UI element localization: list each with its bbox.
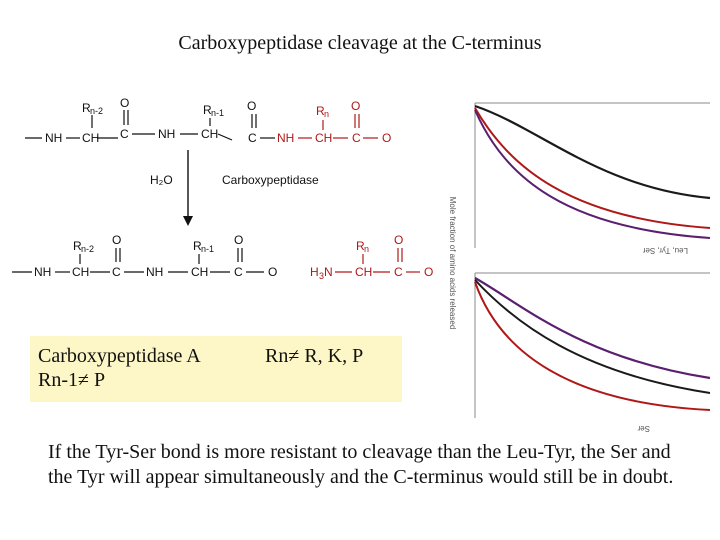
r-group-label: R xyxy=(193,239,202,253)
leu-curve xyxy=(475,106,710,198)
peptide-product xyxy=(12,233,277,279)
y-axis-label: Mole fraction of amino acids released xyxy=(448,196,457,330)
ch-label: CH xyxy=(72,265,90,279)
enzyme-rule-block xyxy=(38,344,201,392)
r-subscript: n-1 xyxy=(201,244,215,254)
nh-label: NH xyxy=(34,265,52,279)
oxygen-label: O xyxy=(351,99,361,113)
nh-label: NH xyxy=(45,131,63,145)
ser-curve xyxy=(475,278,710,378)
carbon-label: C xyxy=(352,131,361,145)
amine-subscript: 3 xyxy=(319,271,325,281)
oxygen-label: O xyxy=(234,233,244,247)
r-subscript: n xyxy=(364,244,370,254)
panel-label: Leu, Tyr, Ser xyxy=(642,246,688,255)
r-group-label: R xyxy=(316,104,325,118)
peptide-substrate xyxy=(25,96,391,145)
oxygen-label: O xyxy=(268,265,278,279)
ch-label: CH xyxy=(355,265,373,279)
oxygen-label: O xyxy=(112,233,122,247)
amine-prefix: H xyxy=(310,265,319,279)
ch-label: CH xyxy=(201,127,219,141)
carbon-label: C xyxy=(112,265,121,279)
nh-label: NH xyxy=(158,127,176,141)
r-subscript: n-2 xyxy=(81,244,95,254)
penultimate-rule: Rn-1≠ P xyxy=(38,369,106,391)
enzyme-label: Carboxypeptidase xyxy=(222,173,319,187)
r-subscript: n-1 xyxy=(211,108,225,118)
bottom-panel xyxy=(475,273,710,433)
carbon-label: C xyxy=(234,265,243,279)
terminal-residue-exclusion: Rn≠ R, K, P xyxy=(265,345,364,367)
r-group-label: R xyxy=(203,103,212,117)
oxygen-label: O xyxy=(394,233,404,247)
oxygen-label: O xyxy=(424,265,434,279)
c-terminal-residue xyxy=(277,99,391,145)
amine-suffix: N xyxy=(324,265,333,279)
panel-label: Ser xyxy=(637,424,650,433)
ch-label: CH xyxy=(315,131,333,145)
released-amino-acid xyxy=(310,233,433,281)
r-subscript: n xyxy=(324,109,330,119)
ser-curve xyxy=(475,110,710,238)
reaction-arrow xyxy=(150,150,319,226)
water-label: H₂O xyxy=(150,173,173,187)
tyr-curve xyxy=(475,108,710,228)
slide-title: Carboxypeptidase cleavage at the C-terminus xyxy=(178,32,542,54)
oxygen-label: O xyxy=(382,131,392,145)
release-curves-figure xyxy=(430,88,712,433)
carbon-label: C xyxy=(120,127,129,141)
nh-label: NH xyxy=(277,131,295,145)
top-panel xyxy=(475,103,710,255)
r-group-label: R xyxy=(73,239,82,253)
carbon-label: C xyxy=(394,265,403,279)
r-group-label: R xyxy=(356,239,365,253)
r-subscript: n-2 xyxy=(90,106,104,116)
leu-curve xyxy=(475,280,710,393)
carbon-label: C xyxy=(248,131,257,145)
ch-label: CH xyxy=(191,265,209,279)
r-group-label: R xyxy=(82,101,91,115)
oxygen-label: O xyxy=(247,99,257,113)
reaction-scheme xyxy=(0,88,445,298)
enzyme-specificity-note xyxy=(30,336,402,402)
enzyme-name: Carboxypeptidase A xyxy=(38,345,201,367)
nh-label: NH xyxy=(146,265,164,279)
explanation-paragraph: If the Tyr-Ser bond is more resistant to cleavage than the Leu-Tyr, the Ser and the Tyr will appear simultaneously and the C-terminus would still be in doubt. xyxy=(48,441,674,488)
ch-label: CH xyxy=(82,131,100,145)
oxygen-label: O xyxy=(120,96,130,110)
